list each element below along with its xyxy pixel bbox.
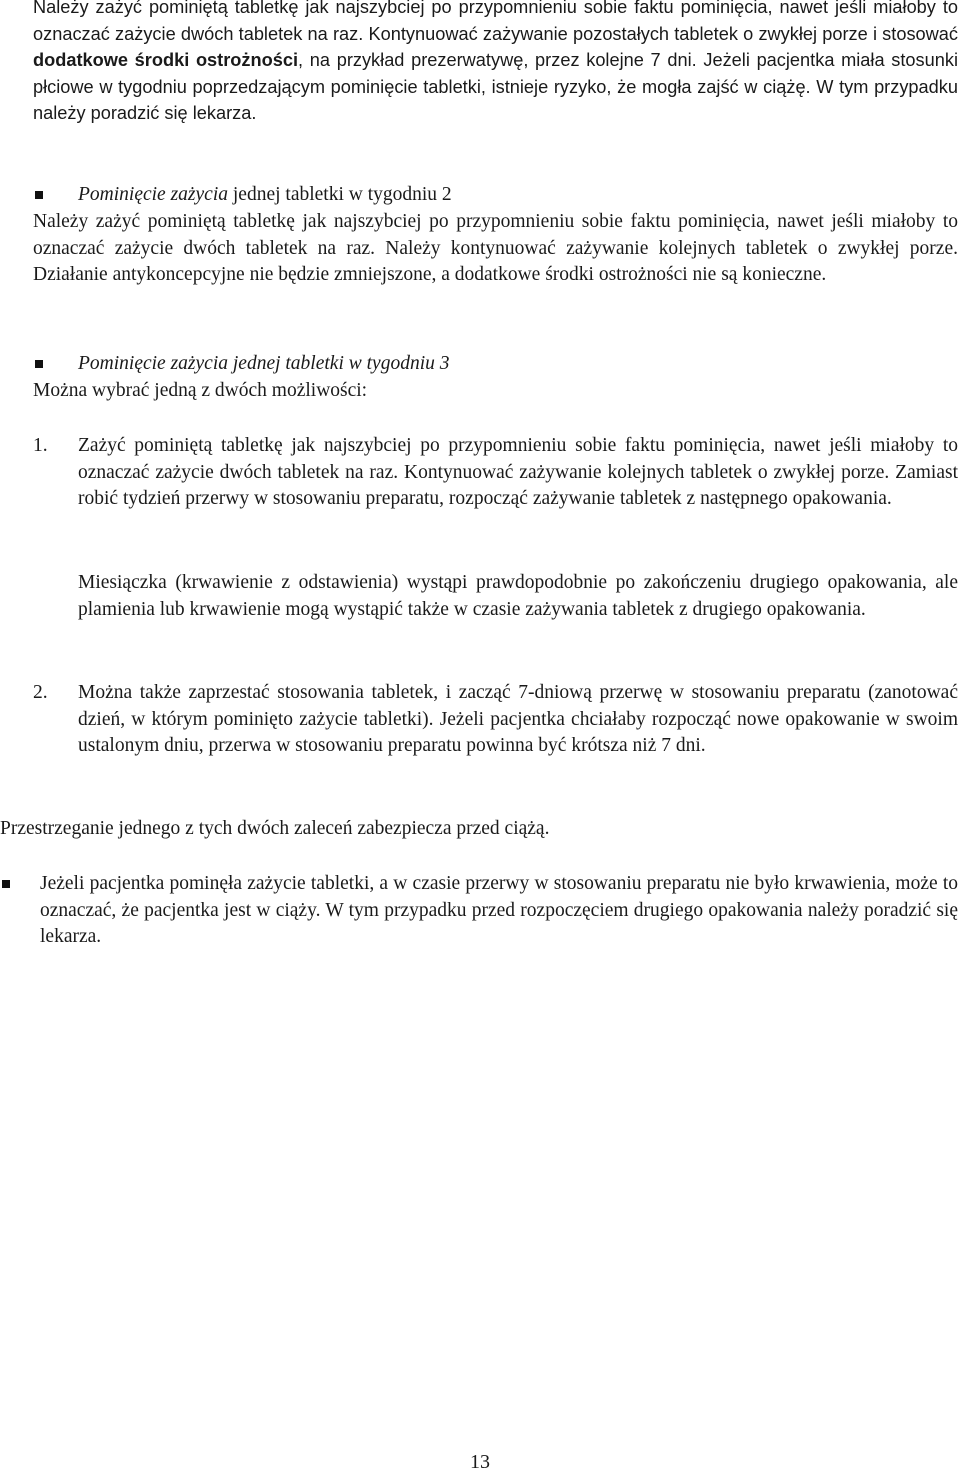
week3-intro: Można wybrać jedną z dwóch możliwości: — [33, 380, 368, 401]
summary-text: Przestrzeganie jednego z tych dwóch zaleceń zabezpiecza przed ciążą. — [0, 818, 550, 839]
emphasis-text: dodatkowe środki ostrożności — [33, 50, 299, 70]
option2-number: 2. — [33, 682, 48, 703]
paragraph-text: Należy zażyć pominiętą tabletkę jak najszybciej po przypomnieniu sobie faktu pominięcia, nawet jeśli miałoby to oznaczać zażycie dwóch tabletek na raz. — [33, 211, 958, 259]
heading-italic-text: Pominięcie zażycia — [78, 184, 228, 205]
paragraph-text: Należy kontynuować zażywanie kolejnych tabletek o zwykłej porze. — [375, 237, 958, 259]
paragraph-text: Działanie antykoncepcyjne nie będzie zmniejszone, a dodatkowe środki ostrożności nie są konieczne. — [33, 264, 827, 285]
heading-week2 — [78, 182, 938, 209]
square-bullet-icon — [35, 191, 43, 199]
heading-week3: Pominięcie zażycia jednej tabletki w tygodniu 3 — [78, 353, 450, 374]
paragraph-text: Jeżeli pacjentka miała stosunki płciowe w tygodniu poprzedzającym pominięcie tabletki, istnieje ryzyko, że mogła zajść w ciążę. W tym przypadku należy poradzić się lekarza. — [33, 50, 958, 123]
paragraph-text: Należy zażyć pominiętą tabletkę jak najszybciej po przypomnieniu sobie faktu pominięcia, nawet jeśli miałoby to oznaczać zażycie dwóch tabletek na raz. Kontynuować zażywanie pozostałych tabletek o zwykłej porze i stosować — [33, 0, 958, 44]
square-bullet-icon — [2, 880, 10, 888]
page-number: 13 — [470, 1451, 490, 1473]
paragraph-week1-continuation — [33, 0, 958, 127]
option1-number: 1. — [33, 435, 48, 456]
heading-text: jednej tabletki w tygodniu 2 — [228, 184, 452, 205]
option1-text: Zażyć pominiętą tabletkę jak najszybciej po przypomnieniu sobie faktu pominięcia, nawet jeśli miałoby to oznaczać zażycie dwóch tabletek na raz. Kontynuować zażywanie kolejnych tabletek o zwykłej porze. Zamiast robić tydzień przerwy w stosowaniu preparatu, rozpocząć zażywanie tabletek z następnego opakowania. — [78, 435, 958, 509]
square-bullet-icon — [35, 360, 43, 368]
option1-note: Miesiączka (krwawienie z odstawienia) wystąpi prawdopodobnie po zakończeniu drugiego opakowania, ale plamienia lub krwawienie mogą wystąpić także w czasie zażywania tabletek z drugiego opakowania. — [78, 572, 958, 620]
final-bullet-text: Jeżeli pacjentka pominęła zażycie tabletki, a w czasie przerwy w stosowaniu preparatu nie było krwawienia, może to oznaczać, że pacjentka jest w ciąży. W tym przypadku przed rozpoczęciem drugiego opakowania należy poradzić się lekarza. — [40, 873, 958, 947]
option2-text: Można także zaprzestać stosowania tabletek, i zacząć 7-dniową przerwę w stosowaniu preparatu (zanotować dzień, w którym pominięto zażycie tabletki). Jeżeli pacjentka chciałaby rozpocząć nowe opakowanie w swoim ustalonym dniu, przerwa w stosowaniu preparatu powinna być krótsza niż 7 dni. — [78, 682, 958, 756]
paragraph-week2 — [33, 209, 958, 289]
paragraph-text: , na przykład prezerwatywę, przez kolejne 7 dni. — [298, 50, 697, 70]
